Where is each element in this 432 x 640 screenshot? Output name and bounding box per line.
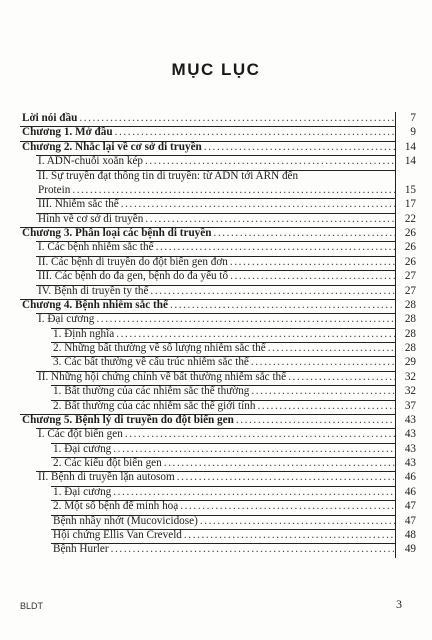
- dot-leader: [125, 427, 396, 441]
- page-column-rule: [395, 371, 396, 385]
- dot-leader: [204, 140, 396, 154]
- entry-title: Bệnh Hurler: [53, 543, 109, 556]
- page-column-rule: [395, 141, 396, 155]
- entry-page-number: 15: [404, 183, 416, 196]
- entry-title: Chương 2. Nhắc lại về cơ sở di truyền: [22, 140, 202, 153]
- entry-page-number: 26: [404, 227, 416, 239]
- toc-section-entry: [20, 514, 416, 528]
- entry-rule: [51, 443, 396, 444]
- entry-rule: [36, 198, 396, 199]
- page-column-rule: [395, 227, 396, 241]
- page-column-rule: [395, 414, 396, 428]
- dot-leader: [145, 212, 396, 226]
- entry-page-number: 46: [404, 471, 416, 484]
- entry-title: Hội chứng Ellis Van Creveld: [53, 528, 182, 541]
- entry-page-number: 26: [404, 241, 416, 254]
- toc-chapter-entry: [20, 140, 416, 154]
- entry-title: 2. Bất thường của các nhiễm sắc thể giới tính: [53, 399, 256, 412]
- page-column-rule: [395, 443, 396, 457]
- toc-section-entry: [20, 384, 416, 398]
- toc-section-entry: [20, 427, 416, 441]
- entry-rule: [36, 256, 396, 257]
- page-column-rule: [395, 356, 396, 370]
- toc-section-entry: [20, 327, 416, 341]
- dot-leader: [184, 528, 396, 542]
- page-column-rule: [395, 299, 396, 313]
- entry-title: Hình vẽ cơ sở di truyền: [38, 212, 144, 225]
- entry-title: I. ADN-chuỗi xoắn kép: [38, 155, 144, 168]
- dot-leader: [230, 269, 396, 283]
- entry-rule: [51, 486, 396, 487]
- entry-page-number: 28: [404, 327, 416, 340]
- toc-section-entry: [20, 169, 416, 198]
- entry-page-number: 14: [404, 155, 416, 168]
- entry-title: II. Những hội chứng chính về bất thường nhiễm sắc thể: [38, 370, 287, 383]
- page-number: 3: [396, 597, 402, 611]
- entry-title: 2. Một số bệnh để minh hoạ: [53, 500, 179, 513]
- toc-section-entry: [20, 499, 416, 513]
- toc-section-entry: [20, 269, 416, 283]
- dot-leader: [251, 384, 396, 398]
- toc-section-entry: [20, 212, 416, 226]
- page-column-rule: [395, 170, 396, 199]
- entry-rule: [51, 328, 396, 329]
- page-column-rule: [395, 471, 396, 485]
- page-column-rule: [395, 457, 396, 471]
- page-column-rule: [395, 270, 396, 284]
- toc-section-entry: [20, 399, 416, 413]
- page-column-rule: [395, 285, 396, 299]
- entry-page-number: 32: [404, 370, 416, 383]
- page-column-rule: [395, 385, 396, 399]
- toc-chapter-entry: [20, 125, 416, 139]
- dot-leader: [113, 442, 396, 456]
- entry-title: 2. Những bất thường về số lượng nhiễm sắc thể: [53, 342, 266, 354]
- entry-page-number: 49: [404, 543, 416, 556]
- entry-title: Chương 3. Phân loại các bệnh di truyền: [22, 227, 212, 239]
- entry-rule: [51, 543, 396, 544]
- entry-rule: [36, 313, 396, 314]
- entry-page-number: 43: [404, 457, 416, 469]
- entry-rule: [36, 285, 396, 286]
- entry-rule: [36, 371, 396, 372]
- dot-leader: [96, 312, 396, 326]
- toc-section-entry: [20, 284, 416, 298]
- entry-title: I. Các bệnh nhiễm sắc thể: [38, 241, 154, 254]
- entry-title: Bệnh nhầy nhớt (Mucovicidose): [53, 514, 198, 527]
- entry-title: 3. Các bất thường về cấu trúc nhiễm sắc thể: [53, 356, 249, 369]
- entry-page-number: 29: [404, 356, 416, 369]
- entry-title: IV. Bệnh di truyền ty thể: [38, 284, 149, 297]
- entry-page-number: 32: [404, 385, 416, 398]
- entry-rule: [36, 155, 396, 156]
- entry-rule: [51, 385, 396, 386]
- page-column-rule: [395, 342, 396, 356]
- entry-title: 1. Bất thường của các nhiễm sắc thể thường: [53, 385, 250, 398]
- toc-section-entry: [20, 255, 416, 269]
- entry-page-number: 26: [404, 255, 416, 268]
- entry-page-number: 43: [404, 442, 416, 455]
- entry-rule: [36, 270, 396, 271]
- entry-rule: [20, 414, 396, 415]
- entry-page-number: 28: [404, 342, 416, 354]
- page-title: MỤC LỤC: [171, 60, 261, 79]
- entry-rule: [36, 170, 396, 171]
- entry-page-number: 17: [404, 198, 416, 211]
- page-column-rule: [395, 112, 396, 126]
- dot-leader: [121, 197, 396, 211]
- entry-title: Chương 1. Mở đầu: [22, 126, 113, 139]
- toc-section-entry: [20, 312, 416, 326]
- page-column-rule: [395, 428, 396, 442]
- entry-page-number: 48: [404, 528, 416, 541]
- dot-leader: [257, 399, 396, 413]
- toc-section-entry: [20, 197, 416, 211]
- toc-section-entry: [20, 442, 416, 456]
- page-column-rule: [395, 155, 396, 169]
- toc-section-entry: [20, 485, 416, 499]
- entry-title: I. Các đột biến gen: [38, 428, 123, 441]
- entry-rule: [20, 299, 396, 300]
- entry-page-number: 28: [404, 313, 416, 326]
- dot-leader: [236, 413, 396, 427]
- entry-title: Chương 5. Bệnh lý di truyền do đột biến gen: [22, 413, 234, 426]
- dot-leader: [113, 485, 396, 499]
- dot-leader: [251, 355, 396, 369]
- dot-leader: [116, 327, 396, 341]
- entry-page-number: 9: [410, 126, 416, 139]
- toc-section-entry: [20, 154, 416, 168]
- dot-leader: [268, 341, 396, 355]
- dot-leader: [177, 470, 396, 484]
- dot-leader: [200, 514, 396, 528]
- dot-leader: [164, 456, 396, 470]
- toc-chapter-entry: [20, 298, 416, 312]
- entry-page-number: 27: [404, 284, 416, 297]
- entry-rule: [20, 227, 396, 228]
- entry-title: III. Nhiễm sắc thể: [38, 198, 119, 211]
- toc-section-entry: [20, 456, 416, 470]
- page-column-rule: [395, 126, 396, 140]
- entry-page-number: 43: [404, 413, 416, 426]
- toc-section-entry: [20, 240, 416, 254]
- page-column-rule: [395, 400, 396, 414]
- dot-leader: [156, 240, 396, 254]
- entry-page-number: 47: [404, 500, 416, 513]
- entry-page-number: 28: [404, 298, 416, 311]
- toc-chapter-entry: [20, 413, 416, 427]
- entry-title: 1. Đại cương: [53, 485, 112, 498]
- toc-section-entry: [20, 370, 416, 384]
- page-column-rule: [395, 313, 396, 327]
- page-column-rule: [395, 198, 396, 212]
- table-of-contents: [20, 111, 416, 557]
- dot-leader: [180, 499, 396, 513]
- entry-title: II. Các bệnh di truyền do đột biến gen đơn: [38, 255, 228, 268]
- entry-page-number: 7: [410, 112, 416, 124]
- page-column-rule: [395, 543, 396, 557]
- toc-section-entry: [20, 528, 416, 542]
- page-column-rule: [395, 213, 396, 227]
- toc-chapter-entry: [20, 226, 416, 240]
- entry-rule: [36, 471, 396, 472]
- page-column-rule: [395, 328, 396, 342]
- entry-title-continuation: Protein: [38, 183, 71, 196]
- page-column-rule: [395, 486, 396, 500]
- page-column-rule: [395, 515, 396, 529]
- dot-leader: [145, 154, 396, 168]
- page-column-rule: [395, 256, 396, 270]
- entry-title: 2. Các kiểu đột biến gen: [53, 457, 162, 469]
- entry-rule: [36, 241, 396, 242]
- entry-title: I. Đại cương: [38, 313, 95, 326]
- entry-title: III. Các bệnh do đa gen, bệnh do đa yếu tố: [38, 270, 229, 283]
- toc-section-entry: [20, 542, 416, 556]
- entry-rule: [36, 428, 396, 429]
- page-column-rule: [395, 529, 396, 543]
- dot-leader: [79, 111, 396, 125]
- footer-label: BLDT: [20, 601, 44, 611]
- entry-title: 1. Đại cương: [53, 442, 112, 455]
- entry-title: II. Bệnh di truyền lặn autosom: [38, 471, 175, 484]
- entry-title: Chương 4. Bệnh nhiễm sắc thể: [22, 298, 168, 311]
- dot-leader: [170, 298, 396, 312]
- dot-leader: [230, 255, 396, 269]
- toc-section-entry: [20, 341, 416, 355]
- entry-rule: [36, 213, 396, 214]
- entry-rule: [51, 356, 396, 357]
- entry-page-number: 22: [404, 212, 416, 225]
- dot-leader: [72, 183, 396, 197]
- entry-rule: [51, 400, 396, 401]
- entry-title: 1. Định nghĩa: [53, 327, 115, 340]
- entry-rule: [51, 500, 396, 501]
- toc-section-entry: [20, 470, 416, 484]
- dot-leader: [213, 226, 396, 240]
- entry-page-number: 43: [404, 428, 416, 441]
- entry-page-number: 14: [404, 140, 416, 153]
- entry-title: II. Sự truyền đạt thông tin di truyền: từ ADN tới ARN đến: [38, 169, 299, 182]
- page-column-rule: [395, 500, 396, 514]
- entry-rule: [20, 126, 396, 127]
- entry-page-number: 47: [404, 514, 416, 527]
- dot-leader: [111, 542, 396, 556]
- toc-chapter-entry: [20, 111, 416, 125]
- entry-page-number: 46: [404, 485, 416, 498]
- entry-rule: [51, 515, 396, 516]
- entry-page-number: 37: [404, 399, 416, 412]
- toc-section-entry: [20, 355, 416, 369]
- dot-leader: [150, 284, 396, 298]
- dot-leader: [115, 125, 396, 139]
- entry-title: Lời nói đầu: [22, 112, 78, 124]
- entry-rule: [51, 457, 396, 458]
- entry-page-number: 27: [404, 270, 416, 283]
- entry-rule: [51, 529, 396, 530]
- dot-leader: [288, 370, 396, 384]
- page-column-rule: [395, 241, 396, 255]
- entry-rule: [51, 342, 396, 343]
- entry-rule: [20, 141, 396, 142]
